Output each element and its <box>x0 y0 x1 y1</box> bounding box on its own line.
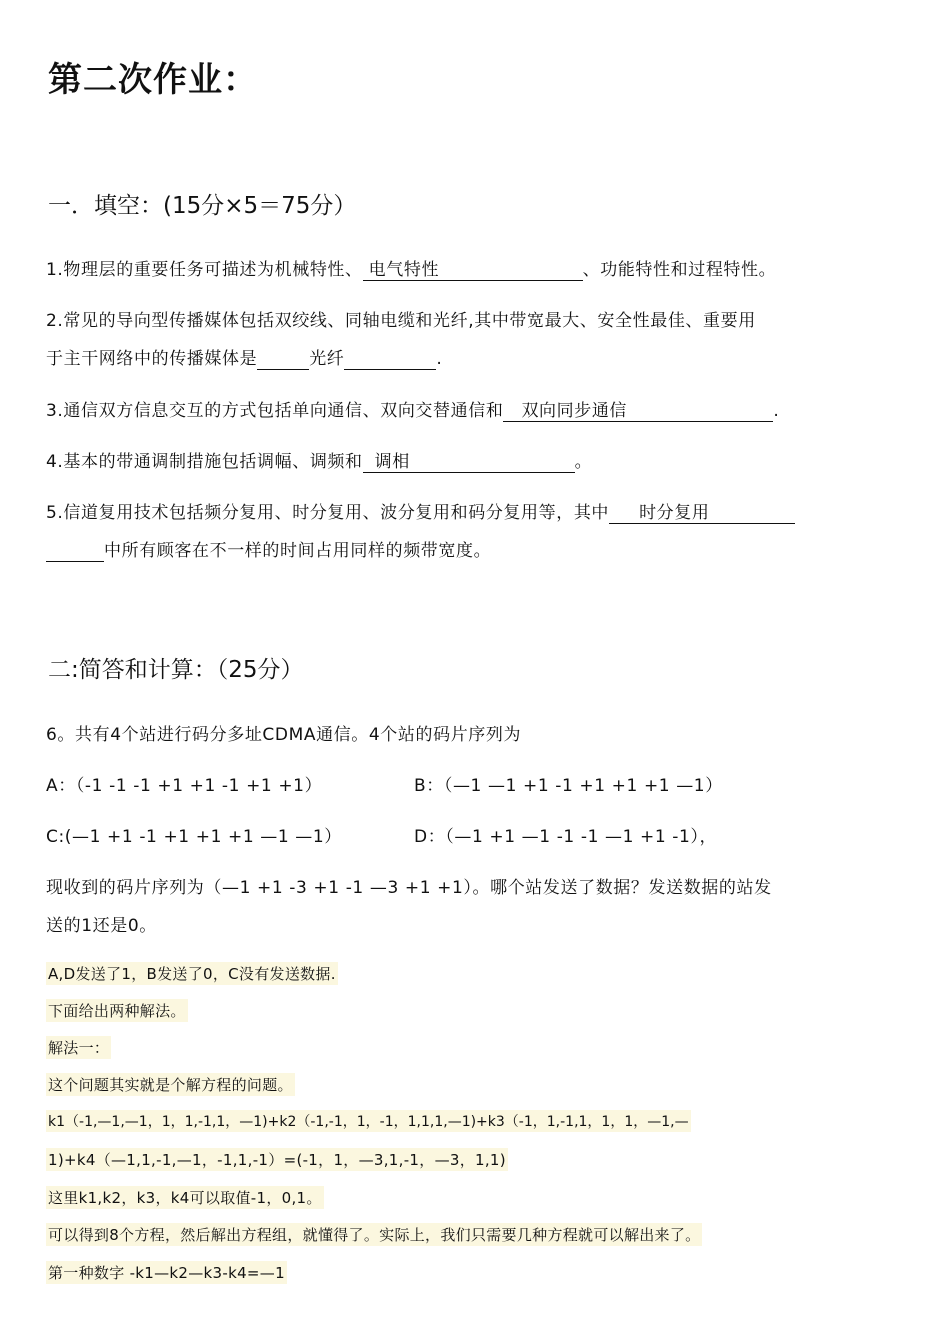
solution-line: 这个问题其实就是个解方程的问题。 <box>46 1073 295 1096</box>
q4-text-post: 。 <box>574 452 593 472</box>
q5-answer-blank <box>609 498 795 524</box>
q2-blank-left <box>257 349 309 370</box>
q2-text-pre: 于主干网络中的传播媒体是 <box>46 349 258 369</box>
q1-answer: 电气特性 <box>368 260 440 280</box>
sequence-c: C:(—1 +1 -1 +1 +1 +1 —1 —1） <box>46 827 342 847</box>
q2-answer: 光纤 <box>309 349 345 369</box>
q3-text-post: . <box>773 401 780 421</box>
page-title: 第二次作业： <box>48 60 258 100</box>
question-2-line-2 <box>46 344 442 370</box>
q1-text-pre: 1.物理层的重要任务可描述为机械特性、 <box>46 260 363 280</box>
question-6-intro: 6。共有4个站进行码分多址CDMA通信。4个站的码片序列为 <box>46 725 522 745</box>
solution-line: 1)+k4（—1,1,-1,—1，-1,1,-1）=(-1，1，—3,1,-1，—3，1,1) <box>46 1148 508 1171</box>
question-4 <box>46 447 592 473</box>
question-5-line-2 <box>46 536 491 562</box>
q3-answer: 双向同步通信 <box>521 401 628 421</box>
q1-answer-blank <box>363 255 583 281</box>
question-2-line-1: 2.常见的导向型传播媒体包括双绞线、同轴电缆和光纤,其中带宽最大、安全性最佳、重要用 <box>46 311 756 331</box>
solution-line: 解法一： <box>46 1036 111 1059</box>
solution-line: A,D发送了1，B发送了0，C没有发送数据. <box>46 962 338 985</box>
solution-line: 第一种数字 -k1—k2—k3-k4=—1 <box>46 1261 287 1284</box>
q4-answer-blank <box>363 447 575 473</box>
solution-line: 可以得到8个方程，然后解出方程组，就懂得了。实际上，我们只需要几种方程就可以解出来了。 <box>46 1223 702 1246</box>
q4-answer: 调相 <box>374 452 410 472</box>
sequence-b: B：（—1 —1 +1 -1 +1 +1 +1 —1） <box>414 776 723 796</box>
q2-text-post: . <box>436 349 443 369</box>
section-2-heading: 二:简答和计算：（25分） <box>48 657 304 683</box>
q5-answer: 时分复用 <box>639 503 710 523</box>
q4-text-pre: 4.基本的带通调制措施包括调幅、调频和 <box>46 452 363 472</box>
q5-text-line2: 中所有顾客在不一样的时间占用同样的频带宽度。 <box>104 541 492 561</box>
q1-text-post: 、功能特性和过程特性。 <box>582 260 777 280</box>
section-1-heading: 一．填空：(15分×5＝75分） <box>48 193 357 219</box>
received-sequence-line-1: 现收到的码片序列为（—1 +1 -3 +1 -1 —3 +1 +1）。哪个站发送了数据？发送数据的站发 <box>46 878 772 898</box>
q3-answer-blank <box>503 396 773 422</box>
question-1 <box>46 255 776 281</box>
sequence-d: D：（—1 +1 —1 -1 -1 —1 +1 -1）， <box>414 827 718 847</box>
sequence-a: A：（-1 -1 -1 +1 +1 -1 +1 +1） <box>46 776 323 796</box>
q2-blank-right <box>344 349 436 370</box>
received-sequence-line-2: 送的1还是0。 <box>46 916 157 936</box>
question-3 <box>46 396 779 422</box>
solution-line: 这里k1,k2，k3，k4可以取值-1，0,1。 <box>46 1186 324 1209</box>
q5-text-pre: 5.信道复用技术包括频分复用、时分复用、波分复用和码分复用等，其中 <box>46 503 610 523</box>
solution-line: 下面给出两种解法。 <box>46 999 188 1022</box>
q3-text-pre: 3.通信双方信息交互的方式包括单向通信、双向交替通信和 <box>46 401 504 421</box>
q5-blank-continued <box>46 541 104 562</box>
question-5-line-1 <box>46 498 795 524</box>
solution-line: k1（-1,—1,—1，1，1,-1,1，—1)+k2（-1,-1，1，-1，1,1,1,—1)+k3（-1，1,-1,1，1，1，—1,— <box>46 1110 691 1132</box>
